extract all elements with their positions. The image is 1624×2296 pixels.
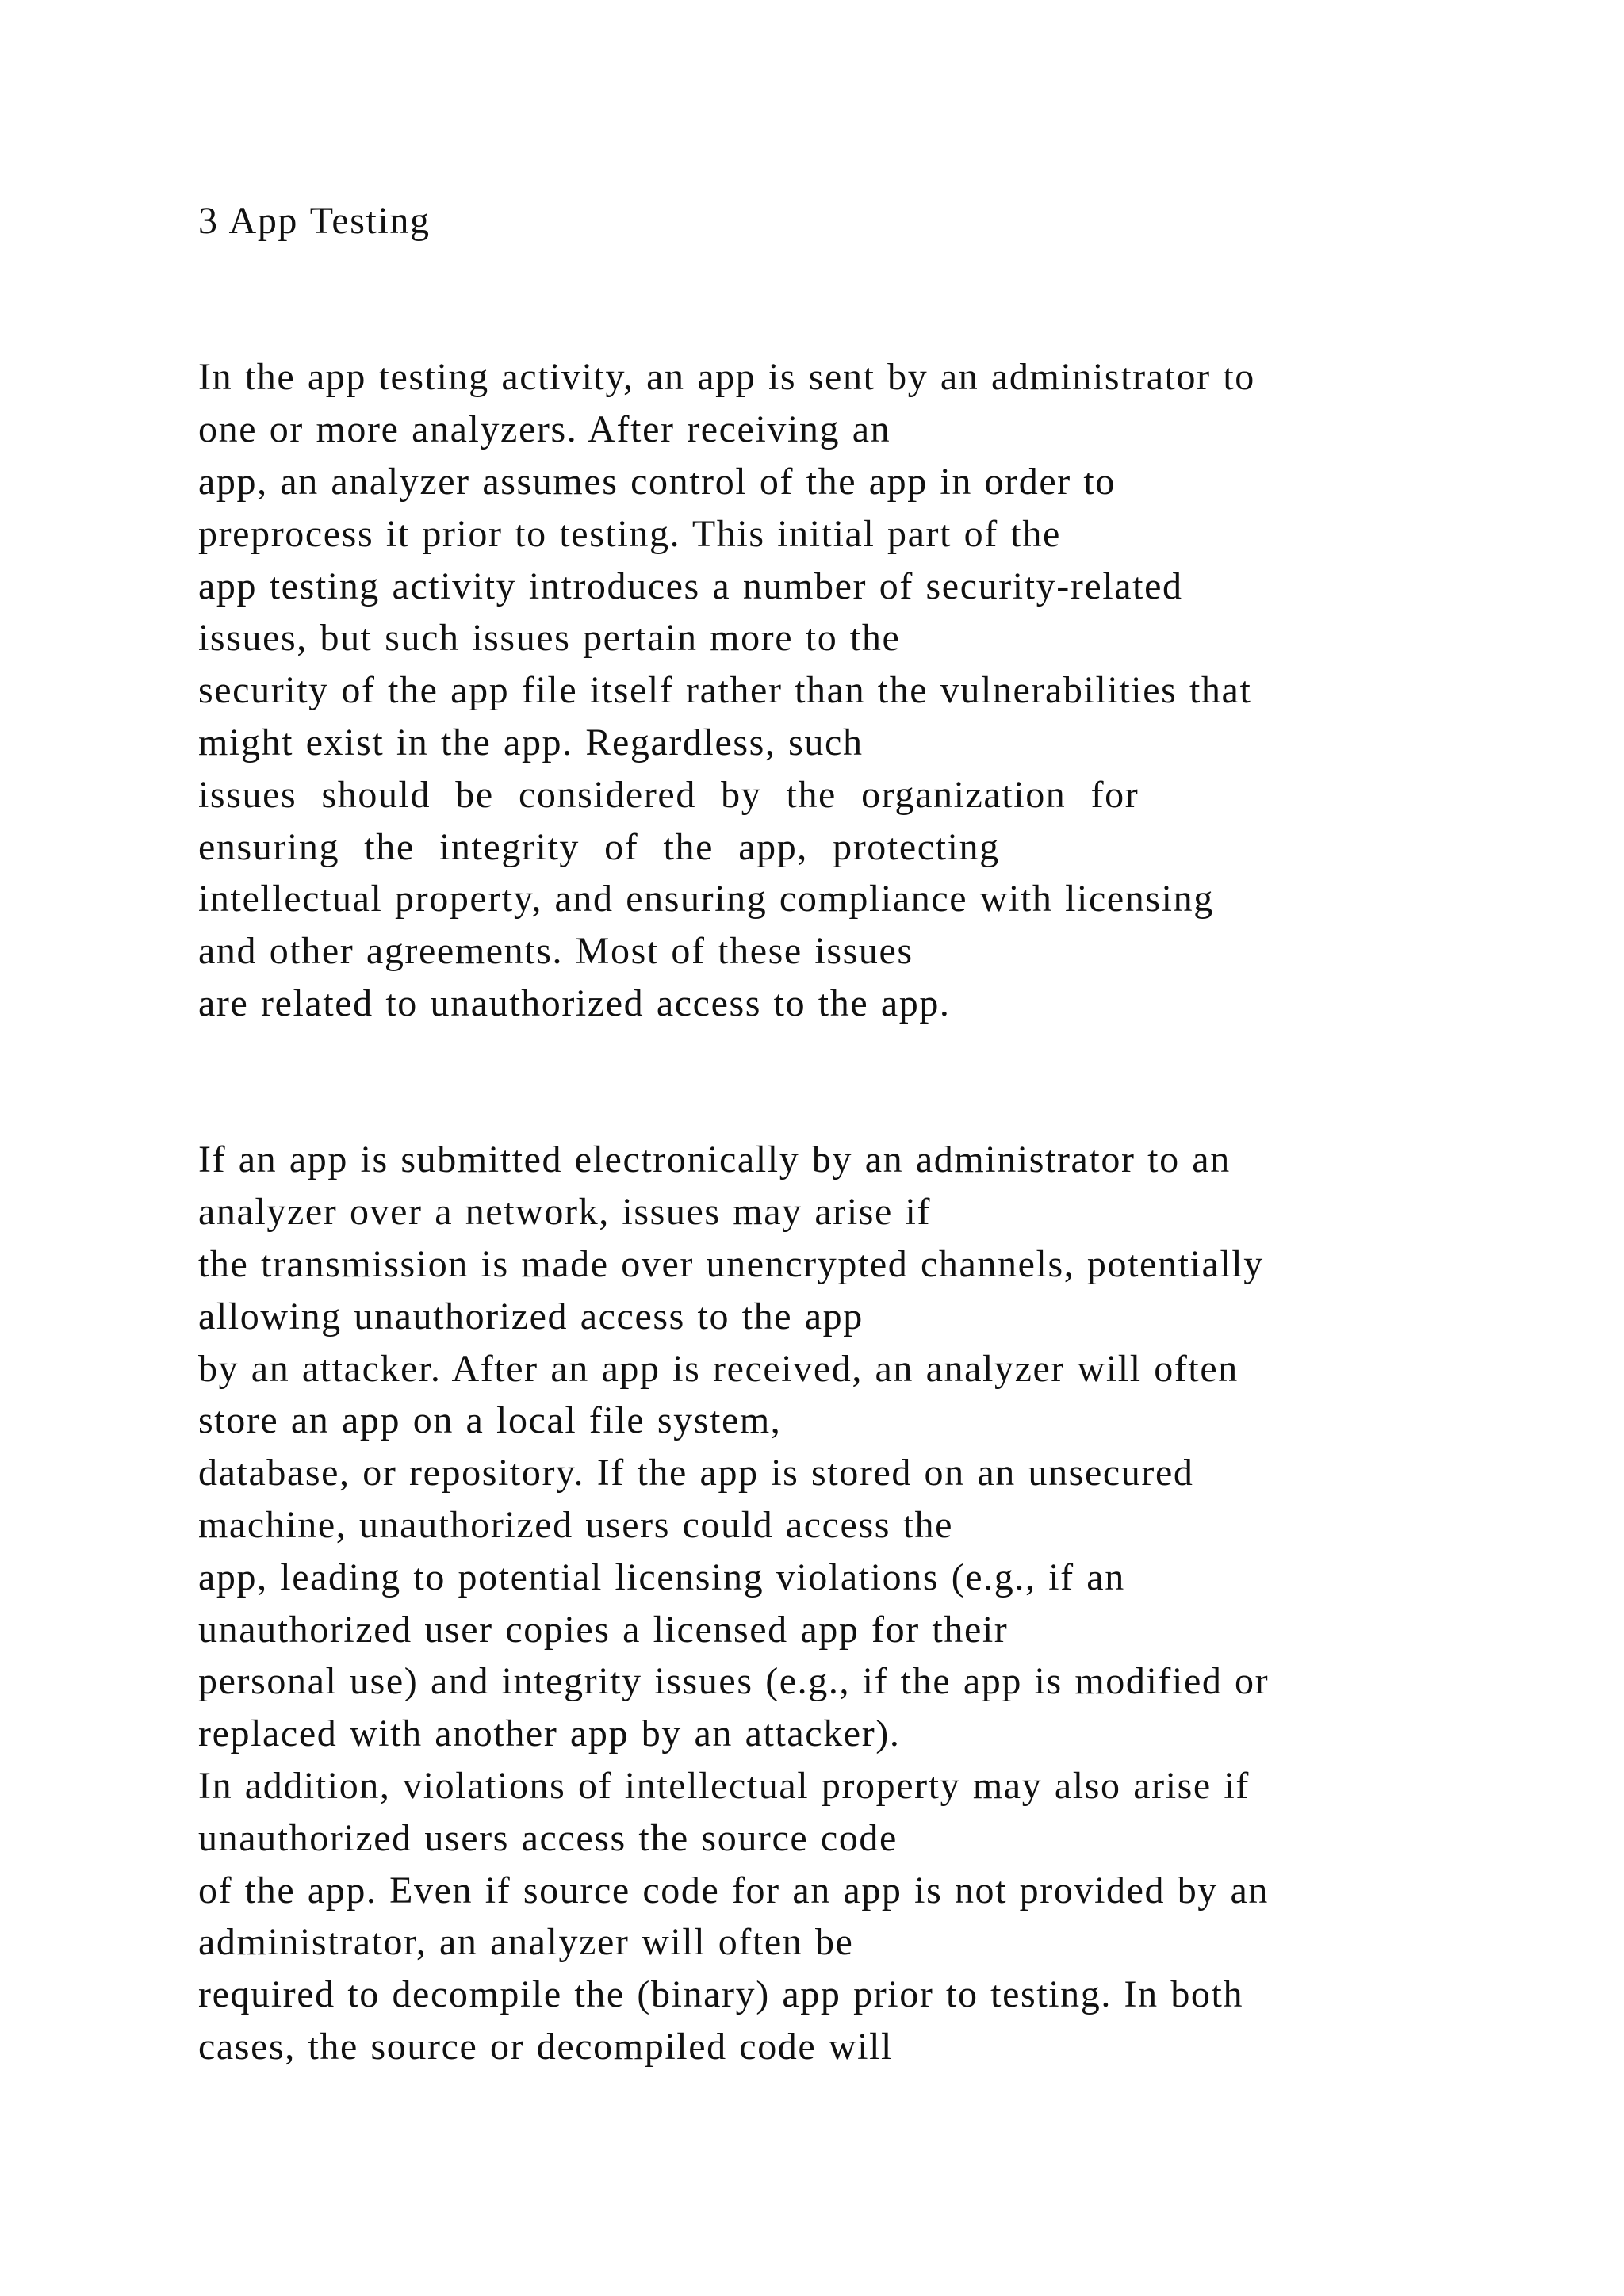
paragraph-line: cases, the source or decompiled code will bbox=[198, 2025, 893, 2068]
paragraph-line: app testing activity introduces a number of security-related bbox=[198, 564, 1183, 607]
paragraph-line: one or more analyzers. After receiving an bbox=[198, 408, 891, 451]
paragraph-2 bbox=[198, 1134, 1546, 2072]
spacer bbox=[198, 1030, 1546, 1135]
paragraph-line: required to decompile the (binary) app prior to testing. In both bbox=[198, 1973, 1244, 2016]
paragraph-1 bbox=[198, 351, 1546, 1029]
paragraph-line: In the app testing activity, an app is sent by an administrator to bbox=[198, 356, 1255, 399]
paragraph-line: issues should be considered by the organization for bbox=[198, 773, 1139, 816]
paragraph-line: machine, unauthorized users could access the bbox=[198, 1503, 954, 1546]
paragraph-line: security of the app file itself rather than the vulnerabilities that bbox=[198, 669, 1252, 712]
paragraph-line: personal use) and integrity issues (e.g., if the app is modified or bbox=[198, 1660, 1270, 1703]
paragraph-line: store an app on a local file system, bbox=[198, 1399, 782, 1442]
paragraph-line: database, or repository. If the app is stored on an unsecured bbox=[198, 1452, 1194, 1494]
paragraph-line: and other agreements. Most of these issues bbox=[198, 930, 914, 973]
paragraph-line: are related to unauthorized access to the app. bbox=[198, 982, 951, 1024]
paragraph-line: intellectual property, and ensuring compliance with licensing bbox=[198, 878, 1214, 920]
paragraph-line: replaced with another app by an attacker). bbox=[198, 1712, 901, 1755]
paragraph-line: of the app. Even if source code for an app is not provided by an bbox=[198, 1869, 1270, 1911]
paragraph-line: If an app is submitted electronically by an administrator to an bbox=[198, 1138, 1231, 1181]
paragraph-line: app, an analyzer assumes control of the app in order to bbox=[198, 460, 1116, 503]
paragraph-line: the transmission is made over unencrypted channels, potentially bbox=[198, 1242, 1264, 1285]
document-body bbox=[198, 195, 1546, 2073]
paragraph-line: ensuring the integrity of the app, protecting bbox=[198, 825, 1000, 868]
paragraph-line: administrator, an analyzer will often be bbox=[198, 1921, 854, 1964]
spacer bbox=[198, 247, 1546, 352]
paragraph-line: by an attacker. After an app is received, an analyzer will often bbox=[198, 1347, 1239, 1390]
paragraph-line: might exist in the app. Regardless, such bbox=[198, 721, 864, 763]
paragraph-line: unauthorized users access the source code bbox=[198, 1816, 898, 1859]
paragraph-line: app, leading to potential licensing violations (e.g., if an bbox=[198, 1556, 1125, 1598]
paragraph-line: In addition, violations of intellectual property may also arise if bbox=[198, 1764, 1250, 1807]
paragraph-line: issues, but such issues pertain more to the bbox=[198, 617, 901, 660]
paragraph-line: analyzer over a network, issues may arise if bbox=[198, 1191, 932, 1234]
paragraph-line: allowing unauthorized access to the app bbox=[198, 1295, 864, 1337]
paragraph-line: preprocess it prior to testing. This initial part of the bbox=[198, 512, 1061, 555]
section-heading: 3 App Testing bbox=[198, 200, 431, 242]
paragraph-line: unauthorized user copies a licensed app for their bbox=[198, 1608, 1009, 1651]
